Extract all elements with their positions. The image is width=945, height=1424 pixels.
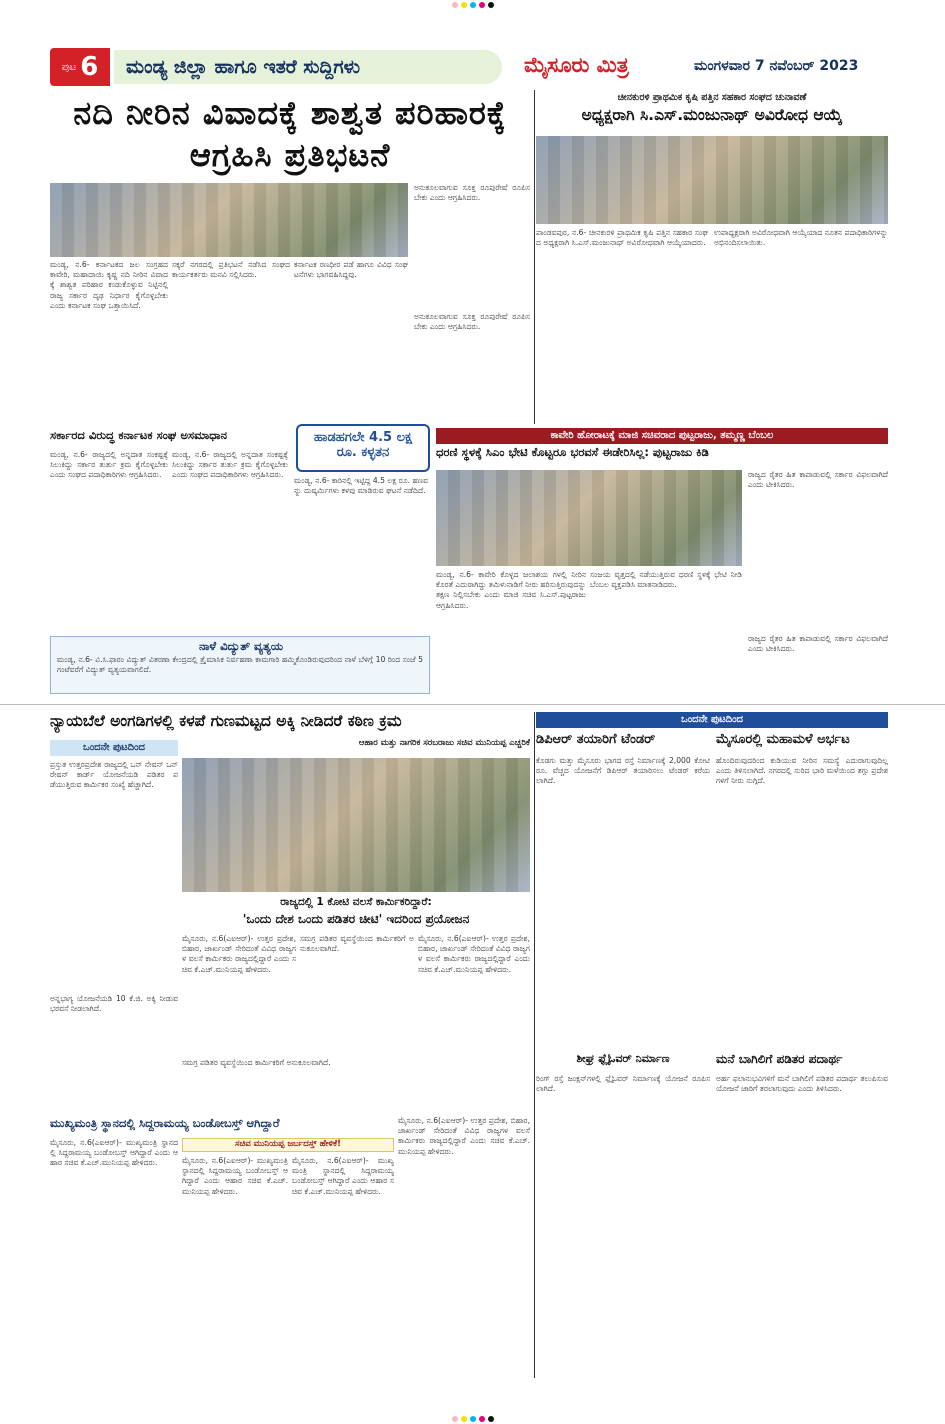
continued-band: ಒಂದನೇ ಪುಟದಿಂದ xyxy=(536,712,888,728)
rain-headline: ಮೈಸೂರಲ್ಲಿ ಮಹಾಮಳೆ ಅರ್ಭಟ xyxy=(716,732,850,747)
top-registration-marks xyxy=(0,0,945,10)
coop-group-photo xyxy=(536,136,888,224)
coop-body-left: ಪಾಂಡವಪುರ, ನ.6- ಚೀನಕುರಳಿ ಪ್ರಾಥಮಿಕ ಕೃಷಿ ಪತ್ತಿನ ಸಹಕಾರ ಸಂಘದ ಅಧ್ಯಕ್ಷರಾಗಿ ಸಿ.ಎಸ್.ಮಂಜುನಾಥ್ ಅವಿರೋಧವಾಗಿ ಆಯ್ಕೆಯಾದರು. xyxy=(536,228,708,248)
rice-body-col-1: ಪ್ರಸ್ತುತ ಉತ್ತರಪ್ರದೇಶ ರಾಜ್ಯದಲ್ಲಿ ಒನ್ ನೇಷನ್ ಒನ್ ರೇಷನ್ ಕಾರ್ಡ್ ಯೋಜನೆಯಡಿ ಪಡಿತರ ಪಡೆಯುತ್ತಿರುವ ಕಾರ್ಮಿಕರ ಸಂಖ್ಯೆ ಹೆಚ್ಚಾಗಿದೆ. xyxy=(50,760,178,790)
rain-body: ಹೊಂದಿರುವುದರಿಂದ ಕುಡಿಯುವ ನೀರಿನ ಸಮಸ್ಯೆ ಎದುರಾಗುವುದಿಲ್ಲ ಎಂದು ತಿಳಿಸಲಾಗಿದೆ. ನಗರದಲ್ಲಿ ಸುರಿದ ಭಾರಿ ಮಳೆಯಿಂದ ತಗ್ಗು ಪ್ರದೇಶಗಳಿಗೆ ನೀರು ನುಗ್ಗಿದೆ. xyxy=(716,756,888,786)
cm-body-col-2: ಮೈಸೂರು, ನ.6(ಎಐಆರ್)- ಮುಖ್ಯಮಂತ್ರಿ ಸ್ಥಾನದಲ್ಲಿ ಸಿದ್ದರಾಮಯ್ಯ ಬಂಡೋಬಸ್ತ್ ಆಗಿದ್ದಾರೆ ಎಂದು ಆಹಾರ ಸಚಿವ ಕೆ.ಎಚ್.ಮುನಿಯಪ್ಪ ಹೇಳಿದರು. xyxy=(182,1156,288,1196)
power-cut-body: ಮಂಡ್ಯ, ನ.6- ವಿ.ಸಿ.ಫಾರಂ ವಿದ್ಯುತ್ ವಿತರಣಾ ಕೇಂದ್ರದಲ್ಲಿ ತ್ರೈಮಾಸಿಕ ನಿರ್ವಹಣಾ ಕಾಮಗಾರಿ ಹಮ್ಮಿಕೊಂಡಿರುವುದರಿಂದ ನಾಳೆ ಬೆಳಿಗ್ಗೆ 10 ರಿಂದ ಸಂಜೆ 5 ಗಂಟೆವರೆಗೆ ವಿದ್ಯುತ್ ವ್ಯತ್ಯಯವಾಗಲಿದೆ. xyxy=(57,655,423,675)
cm-body-col-3: ಮೈಸೂರು, ನ.6(ಎಐಆರ್)- ಮುಖ್ಯಮಂತ್ರಿ ಸ್ಥಾನದಲ್ಲಿ ಸಿದ್ದರಾಮಯ್ಯ ಬಂಡೋಬಸ್ತ್ ಆಗಿದ್ದಾರೆ ಎಂದು ಆಹಾರ ಸಚಿವ ಕೆ.ಎಚ್.ಮುನಿಯಪ್ಪ ಹೇಳಿದರು. xyxy=(292,1156,394,1196)
lead-body-col-3: ಕರ್ನಾಟಕ ರಣಧೀರ ಪಡೆ ಹಾಗೂ ವಿವಿಧ ಸಂಘಟನೆಗಳು ಭಾಗವಹಿಸಿದ್ದವು. xyxy=(294,260,408,280)
lead-body-col-4: ಅನುಕೂಲವಾಗುವ ಸೂಕ್ತ ರೂಪುರೇಷೆ ರೂಪಿಸಬೇಕು ಎಂದು ಆಗ್ರಹಿಸಿದರು. xyxy=(414,312,530,332)
cm-quote: ಸಚಿವ ಮುನಿಯಪ್ಪ ಜರ್ಬದಸ್ತ್ ಹೇಳಿಕೆ! xyxy=(235,1139,341,1149)
publication-date: ಮಂಗಳವಾರ 7 ನವೆಂಬರ್ 2023 xyxy=(694,58,859,74)
newspaper-brand: ಮೈಸೂರು ಮಿತ್ರ xyxy=(524,52,629,77)
column-rule-bottom xyxy=(534,712,535,1378)
cauvery-protest-photo xyxy=(436,470,742,566)
lead-body-col-1: ಮಂಡ್ಯ, ನ.6- ಕರ್ನಾಟಕದ ಜಲ ಸಂಗ್ರಹದ ಕಾವೇರಿ, ಮಹಾದಾಯಿ ಕೃಷ್ಣ ನದಿ ನೀರಿನ ವಿವಾದಕ್ಕೆ ಶಾಶ್ವತ ಪರಿಹಾರ ಕಂಡುಕೊಳ್ಳುವ ನಿಟ್ಟಿನಲ್ಲಿ ರಾಜ್ಯ ಸರ್ಕಾರ ದೃಢ ನಿರ್ಧಾರ ಕೈಗೊಳ್ಳಬೇಕು ಎಂದು ಕರ್ನಾಟಕ ಸಂಘ ಒತ್ತಾಯಿಸಿದೆ. xyxy=(50,260,168,310)
cm-headline: ಮುಖ್ಯಮಂತ್ರಿ ಸ್ಥಾನದಲ್ಲಿ ಸಿದ್ದರಾಮಯ್ಯ ಬಂಡೋಬಸ್ತ್ ಆಗಿದ್ದಾರೆ xyxy=(50,1116,280,1130)
coop-headline: ಅಧ್ಯಕ್ಷರಾಗಿ ಸಿ.ಎಸ್.ಮಂಜುನಾಥ್ ಅವಿರೋಧ ಆಯ್ಕೆ xyxy=(581,106,843,124)
theft-body: ಮಂಡ್ಯ, ನ.6- ಕಾರಿನಲ್ಲಿ ಇಟ್ಟಿದ್ದ 4.5 ಲಕ್ಷ ರೂ. ಹಣವನ್ನು ದುಷ್ಕರ್ಮಿಗಳು ಕಳವು ಮಾಡಿರುವ ಘಟನೆ ನಡೆದಿದೆ. xyxy=(294,476,428,496)
bottom-registration-marks xyxy=(0,1414,945,1424)
onecard-body-continued: ಸಮಗ್ರ ಪಡಿತರ ವ್ಯವಸ್ಥೆಯಿಂದ ಕಾರ್ಮಿಕರಿಗೆ ಅನುಕೂಲವಾಗಿದೆ. xyxy=(182,1058,331,1067)
cauvery-body-col-3: ರಾಜ್ಯದ ರೈತರ ಹಿತ ಕಾಪಾಡುವಲ್ಲಿ ಸರ್ಕಾರ ವಿಫಲವಾಗಿದೆ ಎಂದು ಟೀಕಿಸಿದರು. xyxy=(748,634,888,654)
onecard-body-col-2: ಸಮಗ್ರ ಪಡಿತರ ವ್ಯವಸ್ಥೆಯಿಂದ ಕಾರ್ಮಿಕರಿಗೆ ಅನುಕೂಲವಾಗಿದೆ. xyxy=(300,934,414,954)
rice-body-col-1b: ಅನ್ನಭಾಗ್ಯ ಯೋಜನೆಯಡಿ 10 ಕೆ.ಜಿ. ಅಕ್ಕಿ ನೀಡುವ ಭರವಸೆ ನೀಡಲಾಗಿದೆ. xyxy=(50,994,178,1014)
onecard-body-col-3: ಮೈಸೂರು, ನ.6(ಎಐಆರ್)- ಉತ್ತರ ಪ್ರದೇಶ, ಬಿಹಾರ, ಜಾರ್ಖಂಡ್ ಸೇರಿದಂತೆ ವಿವಿಧ ರಾಜ್ಯಗಳ ವಲಸೆ ಕಾರ್ಮಿಕರು ರಾಜ್ಯದಲ್ಲಿದ್ದಾರೆ ಎಂದು ಸಚಿವ ಕೆ.ಎಚ್.ಮುನಿಯಪ್ಪ ಹೇಳಿದರು. xyxy=(418,934,530,974)
lead-headline: ನದಿ ನೀರಿನ ವಿವಾದಕ್ಕೆ ಶಾಶ್ವತ ಪರಿಹಾರಕ್ಕೆ ಆಗ್ರಹಿಸಿ ಪ್ರತಿಭಟನೆ xyxy=(73,94,507,174)
cm-quote-box xyxy=(182,1138,394,1152)
cauvery-band: ಕಾವೇರಿ ಹೋರಾಟಕ್ಕೆ ಮಾಜಿ ಸಚಿವರಾದ ಪುಟ್ಟರಾಜು, ತಮ್ಮಣ್ಣ ಬೆಂಬಲ xyxy=(436,428,888,444)
rice-subhead: ಆಹಾರ ಮತ್ತು ನಾಗರಿಕ ಸರಬರಾಜು ಸಚಿವ ಮುನಿಯಪ್ಪ ಎಚ್ಚರಿಕೆ xyxy=(358,738,530,748)
dpr-body: ಕೊಡಗು ಮತ್ತು ಮೈಸೂರು ಭಾಗದ ರಸ್ತೆ ನಿರ್ಮಾಣಕ್ಕೆ 2,000 ಕೋಟಿ ರೂ. ವೆಚ್ಚದ ಯೋಜನೆಗೆ ಡಿಪಿಆರ್ ತಯಾರಿಸಲು ಟೆಂಡರ್ ಕರೆಯಲಾಗಿದೆ. xyxy=(536,756,710,786)
page-number: 6 xyxy=(80,52,99,82)
home-delivery-body: ಅರ್ಹ ಫಲಾನುಭವಿಗಳಿಗೆ ಮನೆ ಬಾಗಿಲಿಗೆ ಪಡಿತರ ಪದಾರ್ಥ ತಲುಪಿಸುವ ಯೋಜನೆ ಜಾರಿಗೆ ತರಲಾಗುವುದು ಎಂದು ತಿಳಿಸಿದರು. xyxy=(716,1074,888,1094)
flyover-subhead: ಶೀಘ್ರ ಫ್ಲೈಓವರ್ ನಿರ್ಮಾಣ xyxy=(576,1052,670,1065)
rice-continued-tag: ಒಂದನೇ ಪುಟದಿಂದ xyxy=(50,740,178,756)
sangha-headline: ಸರ್ಕಾರದ ವಿರುದ್ಧ ಕರ್ನಾಟಕ ಸಂಘ ಅಸಮಾಧಾನ xyxy=(50,428,228,442)
coop-body-right: ಉಪಾಧ್ಯಕ್ಷರಾಗಿ ಅವಿರೋಧವಾಗಿ ಆಯ್ಕೆಯಾದ ನೂತನ ಪದಾಧಿಕಾರಿಗಳನ್ನು ಅಭಿನಂದಿಸಲಾಯಿತು. xyxy=(714,228,888,248)
onecard-body-col-1: ಮೈಸೂರು, ನ.6(ಎಐಆರ್)- ಉತ್ತರ ಪ್ರದೇಶ, ಬಿಹಾರ, ಜಾರ್ಖಂಡ್ ಸೇರಿದಂತೆ ವಿವಿಧ ರಾಜ್ಯಗಳ ವಲಸೆ ಕಾರ್ಮಿಕರು ರಾಜ್ಯದಲ್ಲಿದ್ದಾರೆ ಎಂದು ಸಚಿವ ಕೆ.ಎಚ್.ಮುನಿಯಪ್ಪ ಹೇಳಿದರು. xyxy=(182,934,296,974)
column-rule-top xyxy=(534,90,535,424)
cm-body-col-1: ಮೈಸೂರು, ನ.6(ಎಐಆರ್)- ಮುಖ್ಯಮಂತ್ರಿ ಸ್ಥಾನದಲ್ಲಿ ಸಿದ್ದರಾಮಯ್ಯ ಬಂಡೋಬಸ್ತ್ ಆಗಿದ್ದಾರೆ ಎಂದು ಆಹಾರ ಸಚಿವ ಕೆ.ಎಚ್.ಮುನಿಯಪ್ಪ ಹೇಳಿದರು. xyxy=(50,1138,178,1168)
cauvery-headline: ಧರಣಿ ಸ್ಥಳಕ್ಕೆ ಸಿಎಂ ಭೇಟಿ ಕೊಟ್ಟರೂ ಭರವಸೆ ಈಡೇರಿಸಿಲ್ಲ: ಪುಟ್ಟರಾಜು ಕಿಡಿ xyxy=(436,445,709,459)
cm-body-col-4: ಮೈಸೂರು, ನ.6(ಎಐಆರ್)- ಉತ್ತರ ಪ್ರದೇಶ, ಬಿಹಾರ, ಜಾರ್ಖಂಡ್ ಸೇರಿದಂತೆ ವಿವಿಧ ರಾಜ್ಯಗಳ ವಲಸೆ ಕಾರ್ಮಿಕರು ರಾಜ್ಯದಲ್ಲಿದ್ದಾರೆ ಎಂದು ಸಚಿವ ಕೆ.ಎಚ್.ಮುನಿಯಪ್ಪ ಹೇಳಿದರು. xyxy=(398,1116,530,1156)
page-number-tag xyxy=(50,48,110,86)
rice-headline: ನ್ಯಾಯಬೆಲೆ ಅಂಗಡಿಗಳಲ್ಲಿ ಕಳಪೆ ಗುಣಮಟ್ಟದ ಅಕ್ಕಿ ನೀಡಿದರೆ ಕಠಿಣ ಕ್ರಮ xyxy=(50,712,402,730)
fold-line xyxy=(0,704,945,705)
minister-event-photo xyxy=(182,758,530,892)
dpr-headline: ಡಿಪಿಆರ್ ತಯಾರಿಗೆ ಟೆಂಡರ್ xyxy=(536,732,656,747)
section-title: ಮಂಡ್ಯ ಜಿಲ್ಲಾ ಹಾಗೂ ಇತರೆ ಸುದ್ದಿಗಳು xyxy=(114,50,502,84)
sangha-body-col-2: ಮಂಡ್ಯ, ನ.6- ರಾಜ್ಯದಲ್ಲಿ ಅನ್ನದಾತ ಸಂಕಷ್ಟಕ್ಕೆ ಸಿಲುಕಿದ್ದು ಸರ್ಕಾರ ತುರ್ತು ಕ್ರಮ ಕೈಗೊಳ್ಳಬೇಕು ಎಂದು ಸಂಘದ ಪದಾಧಿಕಾರಿಗಳು ಆಗ್ರಹಿಸಿದರು. xyxy=(172,450,288,480)
masthead xyxy=(50,46,896,88)
home-delivery-headline: ಮನೆ ಬಾಗಿಲಿಗೆ ಪಡಿತರ ಪದಾರ್ಥ xyxy=(716,1052,843,1066)
sangha-body-col-1: ಮಂಡ್ಯ, ನ.6- ರಾಜ್ಯದಲ್ಲಿ ಅನ್ನದಾತ ಸಂಕಷ್ಟಕ್ಕೆ ಸಿಲುಕಿದ್ದು ಸರ್ಕಾರ ತುರ್ತು ಕ್ರಮ ಕೈಗೊಳ್ಳಬೇಕು ಎಂದು ಸಂಘದ ಪದಾಧಿಕಾರಿಗಳು ಆಗ್ರಹಿಸಿದರು. xyxy=(50,450,168,480)
cauvery-body-col-1: ಮಂಡ್ಯ, ನ.6- ಕಾವೇರಿ ಕೊಳ್ಳದ ಜಲಾಶಯ ಗಳಲ್ಲಿ ನೀರಿನ ಕೊರತೆ ಎದುರಾಗಿದ್ದು ತಮಿಳುನಾಡಿಗೆ ನೀರು ಹರಿಸುತ್ತಿರುವುದನ್ನು ತಕ್ಷಣ ನಿಲ್ಲಿಸಬೇಕು ಎಂದು ಮಾಜಿ ಸಚಿವ ಸಿ.ಎಸ್.ಪುಟ್ಟರಾಜು ಆಗ್ರಹಿಸಿದರು. xyxy=(436,570,586,610)
cauvery-body-col-2: ಸಂಜಯ ವೃತ್ತದಲ್ಲಿ ನಡೆಯುತ್ತಿರುವ ಧರಣಿ ಸ್ಥಳಕ್ಕೆ ಭೇಟಿ ನೀಡಿ ಬೆಂಬಲ ವ್ಯಕ್ತಪಡಿಸಿ ಮಾತನಾಡಿದರು. xyxy=(590,570,742,590)
lead-body-right-top: ಅನುಕೂಲವಾಗುವ ಸೂಕ್ತ ರೂಪುರೇಷೆ ರೂಪಿಸಬೇಕು ಎಂದು ಆಗ್ರಹಿಸಿದರು. xyxy=(414,183,530,203)
cauvery-body-right: ರಾಜ್ಯದ ರೈತರ ಹಿತ ಕಾಪಾಡುವಲ್ಲಿ ಸರ್ಕಾರ ವಿಫಲವಾಗಿದೆ ಎಂದು ಟೀಕಿಸಿದರು. xyxy=(748,470,888,490)
coop-kicker: ಚೀನಕುರಳಿ ಪ್ರಾಥಮಿಕ ಕೃಷಿ ಪತ್ತಿನ ಸಹಕಾರ ಸಂಘದ ಚುನಾವಣೆ xyxy=(617,92,807,103)
power-cut-box xyxy=(50,636,430,694)
flyover-body: ರಿಂಗ್ ರಸ್ತೆ ಜಂಕ್ಷನ್‌ಗಳಲ್ಲಿ ಫ್ಲೈಓವರ್ ನಿರ್ಮಾಣಕ್ಕೆ ಯೋಜನೆ ರೂಪಿಸಲಾಗಿದೆ. xyxy=(536,1074,710,1094)
page-label: ಪುಟ xyxy=(61,61,77,73)
lead-body-col-2: ಸಕ್ಕರೆ ನಗರದಲ್ಲಿ ಪ್ರತಿಭಟನೆ ನಡೆಸಿದ ಸಂಘದ ಕಾರ್ಯಕರ್ತರು ಮನವಿ ಸಲ್ಲಿಸಿದರು. xyxy=(172,260,290,280)
power-cut-headline: ನಾಳೆ ವಿದ್ಯುತ್ ವ್ಯತ್ಯಯ xyxy=(198,639,284,653)
theft-headline: ಹಾಡಹಗಲೇ 4.5 ಲಕ್ಷ ರೂ. ಕಳ್ಳತನ xyxy=(296,424,430,472)
protest-photo xyxy=(50,183,408,257)
onecard-kicker: ರಾಜ್ಯದಲ್ಲಿ 1 ಕೋಟಿ ವಲಸೆ ಕಾರ್ಮಿಕರಿದ್ದಾರೆ: xyxy=(280,896,432,908)
onecard-headline: 'ಒಂದು ದೇಶ ಒಂದು ಪಡಿತರ ಚೀಟಿ' ಇದರಿಂದ ಪ್ರಯೋಜನ xyxy=(242,912,470,926)
